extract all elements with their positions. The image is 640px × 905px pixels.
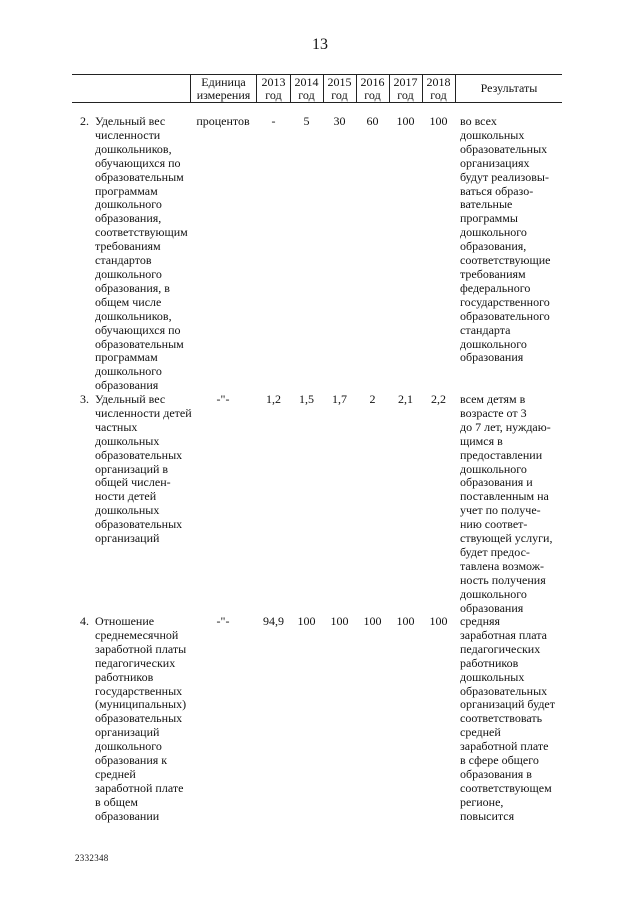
row-number: 4. bbox=[80, 614, 89, 628]
row-number: 2. bbox=[80, 114, 89, 128]
header-year-sub: год bbox=[397, 88, 414, 102]
indicator-text: Удельный вес численности дошкольников, обучающихся по образовательным программам дошкольного образования, соответствующим требованиям стандартов дошкольного образования, в общем числе дошкольников, обучающихся по образовательным программам дошкольного образования bbox=[95, 114, 188, 393]
value-2018: 2,2 bbox=[431, 392, 446, 406]
header-unit: Единица измерения bbox=[196, 75, 251, 102]
header-year: 2016 bbox=[360, 75, 385, 89]
result-text: средняя заработная плата педагогических работников дошкольных образовательных организаций будет соответствовать средней заработной плате в сфере общего образования в соответствующем регионе, повысится bbox=[460, 614, 555, 823]
header-year-sub: год bbox=[430, 88, 447, 102]
value-2016: 60 bbox=[366, 114, 379, 128]
value-2014: 1,5 bbox=[299, 392, 314, 406]
value-2016: 100 bbox=[363, 614, 382, 628]
header-year-2016 bbox=[356, 76, 389, 102]
header-year: 2015 bbox=[327, 75, 352, 89]
unit-value: -"- bbox=[216, 614, 230, 628]
value-2016: 2 bbox=[369, 392, 376, 406]
header-year: 2014 bbox=[294, 75, 319, 89]
value-2018: 100 bbox=[429, 614, 448, 628]
value-2018: 100 bbox=[429, 114, 448, 128]
header-year-sub: год bbox=[265, 88, 282, 102]
value-2014: 100 bbox=[297, 614, 316, 628]
value-2013: 94,9 bbox=[263, 614, 284, 628]
value-2015: 100 bbox=[330, 614, 349, 628]
value-2015: 1,7 bbox=[332, 392, 347, 406]
header-year-2018 bbox=[422, 76, 455, 102]
unit-value: -"- bbox=[216, 392, 230, 406]
header-year: 2017 bbox=[393, 75, 418, 89]
header-year: 2013 bbox=[261, 75, 286, 89]
header-year-2014 bbox=[290, 76, 323, 102]
header-year-2017 bbox=[389, 76, 422, 102]
indicator-text: Отношение среднемесячной заработной платы педагогических работников государственных (муниципальных) образовательных организаций дошкольного образования к средней заработной плате в общем образовании bbox=[95, 614, 187, 823]
document-code: 2332348 bbox=[75, 853, 109, 863]
value-2017: 100 bbox=[396, 614, 415, 628]
value-2013: - bbox=[271, 114, 276, 128]
row-number: 3. bbox=[80, 392, 89, 406]
value-2013: 1,2 bbox=[266, 392, 281, 406]
value-2014: 5 bbox=[303, 114, 310, 128]
page-number: 13 bbox=[312, 36, 328, 53]
header-year-sub: год bbox=[331, 88, 348, 102]
header-results: Результаты bbox=[480, 81, 538, 95]
value-2017: 2,1 bbox=[398, 392, 413, 406]
header-year-2013 bbox=[257, 76, 290, 102]
unit-value: процентов bbox=[196, 114, 250, 128]
value-2017: 100 bbox=[396, 114, 415, 128]
result-text: во всех дошкольных образовательных организациях будут реализовы- ваться образо- вательные программы дошкольного образования, соответствующие требованиям федерального государственного образовательного стандарта дошкольного образования bbox=[460, 114, 551, 365]
header-year-2015 bbox=[323, 76, 356, 102]
table-header-bottom-rule bbox=[72, 102, 562, 103]
header-year: 2018 bbox=[426, 75, 451, 89]
indicator-text: Удельный вес численности детей частных дошкольных образовательных организаций в общей числен- ности детей дошкольных образовательных организаций bbox=[95, 392, 192, 546]
header-year-sub: год bbox=[298, 88, 315, 102]
value-2015: 30 bbox=[333, 114, 346, 128]
header-year-sub: год bbox=[364, 88, 381, 102]
result-text: всем детям в возрасте от 3 до 7 лет, нуждаю- щимся в предоставлении дошкольного образования и поставленным на учет по получе- нию соответ- ствующей услуги, будет предос- тавлена возмож- ность получения дошкольного образования bbox=[460, 392, 553, 615]
